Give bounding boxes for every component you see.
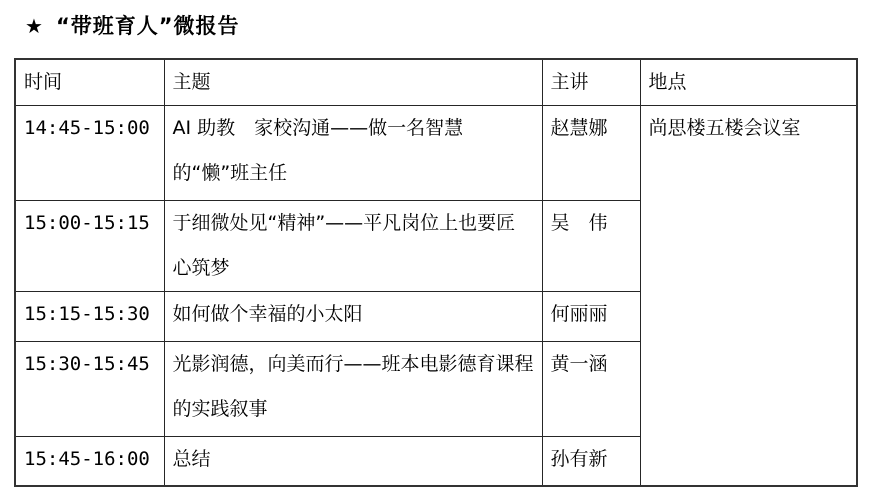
topic-cell: 光影润德，向美而行——班本电影德育课程的实践叙事 [164, 342, 542, 437]
topic-cell: 如何做个幸福的小太阳 [164, 292, 542, 342]
speaker-cell: 孙有新 [542, 437, 640, 486]
column-header-speaker: 主讲 [542, 59, 640, 106]
topic-cell: 总结 [164, 437, 542, 486]
speaker-cell: 何丽丽 [542, 292, 640, 342]
table-row [15, 106, 857, 201]
star-icon: ★ [25, 14, 44, 38]
time-cell: 15:15-15:30 [15, 292, 164, 342]
topic-cell: AI 助教 家校沟通——做一名智慧的“懒”班主任 [164, 106, 542, 201]
page-title [25, 10, 240, 40]
speaker-cell: 赵慧娜 [542, 106, 640, 201]
location-cell: 尚思楼五楼会议室 [640, 106, 857, 486]
time-cell: 15:30-15:45 [15, 342, 164, 437]
speaker-cell: 黄一涵 [542, 342, 640, 437]
topic-cell: 于细微处见“精神”——平凡岗位上也要匠心筑梦 [164, 201, 542, 292]
column-header-location: 地点 [640, 59, 857, 106]
column-header-time: 时间 [15, 59, 164, 106]
table-header-row [15, 59, 857, 106]
schedule-table [14, 58, 858, 487]
speaker-cell: 吴 伟 [542, 201, 640, 292]
time-cell: 15:00-15:15 [15, 201, 164, 292]
column-header-topic: 主题 [164, 59, 542, 106]
page-title-text: “带班育人”微报告 [55, 14, 240, 38]
time-cell: 15:45-16:00 [15, 437, 164, 486]
time-cell: 14:45-15:00 [15, 106, 164, 201]
